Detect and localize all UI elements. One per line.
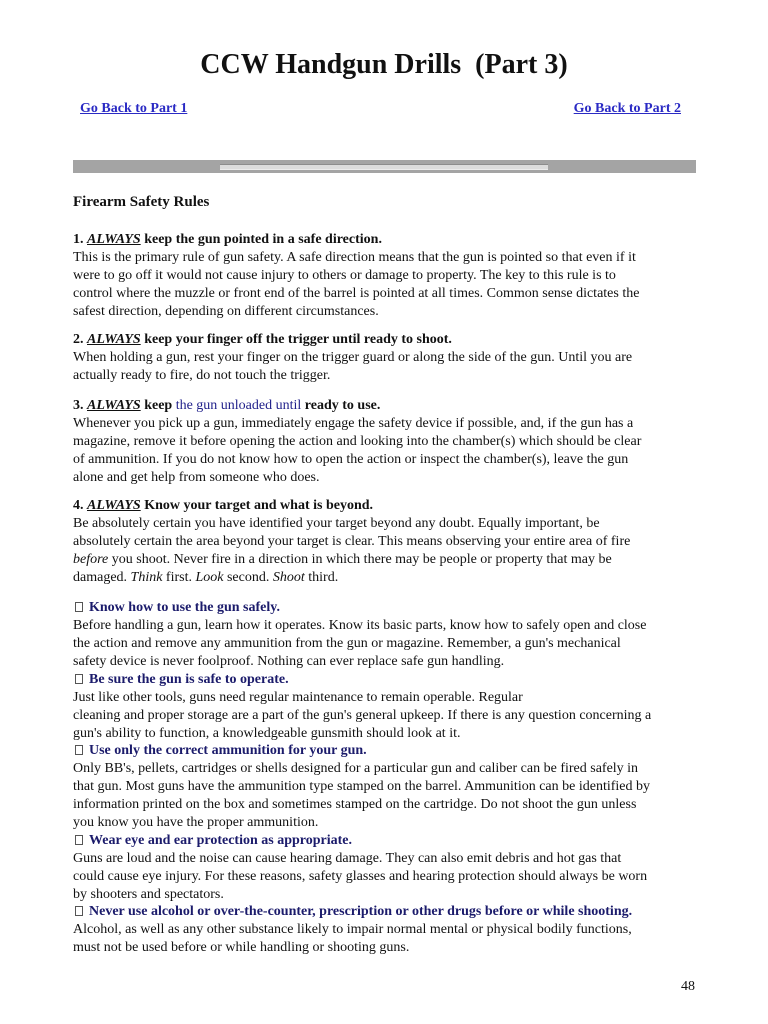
line-text: third.: [308, 570, 339, 585]
tip-5: [73, 903, 713, 957]
tip-1: [73, 599, 713, 671]
italic-word: Shoot: [272, 570, 305, 585]
go-back-part1-link[interactable]: Go Back to Part 1: [80, 101, 188, 116]
rule-number: 1.: [73, 232, 84, 247]
body-line: by shooters and spectators.: [73, 887, 224, 902]
body-line: could cause eye injury. For these reasons, safety glasses and hearing protection should always be worn: [73, 869, 648, 884]
rule-heading: [73, 331, 713, 349]
tip-heading: [73, 742, 713, 760]
tip-heading: [73, 599, 713, 617]
divider-inner-strip: [220, 164, 548, 170]
rule-heading-text: ready to use.: [304, 398, 381, 413]
body-line: [73, 551, 713, 569]
body-line: control where the muzzle or front end of the barrel is pointed at all times. Common sense dictates the: [73, 286, 640, 301]
body-line: cleaning and proper storage are a part of the gun's general upkeep. If there is any question concerning a: [73, 708, 652, 723]
rule-heading-text: keep the gun pointed in a safe direction.: [144, 232, 382, 247]
line-text: second.: [226, 570, 270, 585]
rule-heading: [73, 231, 713, 249]
body-line: safest direction, depending on different circumstances.: [73, 304, 379, 319]
rule-heading-text: Know your target and what is beyond.: [144, 498, 374, 513]
rule-heading-text: keep: [144, 398, 173, 413]
always-emphasis: ALWAYS: [87, 398, 141, 413]
rule-1: [73, 231, 713, 321]
always-emphasis: ALWAYS: [87, 332, 141, 347]
body-line: you know you have the proper ammunition.: [73, 815, 319, 830]
rule-number: 2.: [73, 332, 84, 347]
italic-word: Look: [195, 570, 224, 585]
always-emphasis: ALWAYS: [87, 498, 141, 513]
body-line: Be absolutely certain you have identified your target beyond any doubt. Equally important, be: [73, 516, 600, 531]
body-line: alone and get help from someone who does.: [73, 470, 320, 485]
rule-4: [73, 497, 713, 587]
body-line: magazine, remove it before opening the action and looking into the chamber(s) which should be clear: [73, 434, 642, 449]
rule-heading: [73, 497, 713, 515]
body-line: information printed on the box and sometimes stamped on the cartridge. Do not shoot the gun unless: [73, 797, 637, 812]
tip-heading-text: Never use alcohol or over-the-counter, prescription or other drugs before or while shooting.: [89, 904, 633, 919]
tip-heading-text: Wear eye and ear protection as appropriate.: [89, 833, 352, 848]
section-heading: Firearm Safety Rules: [73, 194, 210, 210]
rule-2: [73, 331, 713, 385]
box-bullet-icon: [75, 906, 83, 916]
line-text: you shoot. Never fire in a direction in which there may be people or property that may be: [111, 552, 612, 567]
rule-heading-highlight: the gun unloaded until: [175, 398, 302, 413]
box-bullet-icon: [75, 674, 83, 684]
box-bullet-icon: [75, 602, 83, 612]
tip-heading-text: Know how to use the gun safely.: [89, 600, 280, 615]
body-line: safety device is never foolproof. Nothing can ever replace safe gun handling.: [73, 654, 505, 669]
box-bullet-icon: [75, 835, 83, 845]
italic-word: Think: [130, 570, 163, 585]
body-line: Only BB's, pellets, cartridges or shells designed for a particular gun and caliber can be fired safely in: [73, 761, 639, 776]
tip-heading: [73, 671, 713, 689]
body-line: Alcohol, as well as any other substance likely to impair normal mental or physical bodily functions,: [73, 922, 632, 937]
body-line: [73, 569, 713, 587]
body-line: When holding a gun, rest your finger on the trigger guard or along the side of the gun. Until you are: [73, 350, 633, 365]
body-line: Whenever you pick up a gun, immediately engage the safety device if possible, and, if the gun has a: [73, 416, 634, 431]
tip-heading: [73, 832, 713, 850]
body-line: actually ready to fire, do not touch the trigger.: [73, 368, 331, 383]
body-line: the action and remove any ammunition from the gun or magazine. Remember, a gun's mechanical: [73, 636, 621, 651]
tip-3: [73, 742, 713, 832]
line-text: damaged.: [73, 570, 128, 585]
rule-heading: [73, 397, 713, 415]
tip-heading: [73, 903, 713, 921]
always-emphasis: ALWAYS: [87, 232, 141, 247]
body-line: that gun. Most guns have the ammunition type stamped on the barrel. Ammunition can be identified by: [73, 779, 651, 794]
rule-number: 4.: [73, 498, 84, 513]
body-line: This is the primary rule of gun safety. A safe direction means that the gun is pointed so that even if it: [73, 250, 636, 265]
body-line: gun's ability to function, a knowledgeable gunsmith should look at it.: [73, 726, 461, 741]
rule-3: [73, 397, 713, 487]
tip-heading-text: Use only the correct ammunition for your gun.: [89, 743, 367, 758]
body-line: absolutely certain the area beyond your target is clear. This means observing your entire area of fire: [73, 534, 631, 549]
rule-heading-text: keep your finger off the trigger until ready to shoot.: [144, 332, 452, 347]
body-line: Guns are loud and the noise can cause hearing damage. They can also emit debris and hot gas that: [73, 851, 622, 866]
body-line: Before handling a gun, learn how it operates. Know its basic parts, know how to safely open and close: [73, 618, 647, 633]
tip-4: [73, 832, 713, 904]
page-number: 48: [681, 979, 695, 994]
tip-2: [73, 671, 713, 743]
page-title: CCW Handgun Drills (Part 3): [200, 49, 568, 80]
body-line: Just like other tools, guns need regular maintenance to remain operable. Regular: [73, 690, 523, 705]
tip-heading-text: Be sure the gun is safe to operate.: [89, 672, 289, 687]
body-line: were to go off it would not cause injury to others or damage to property. The key to this rule is to: [73, 268, 616, 283]
rule-number: 3.: [73, 398, 84, 413]
horizontal-divider: [73, 160, 696, 173]
go-back-part2-link[interactable]: Go Back to Part 2: [573, 101, 681, 116]
box-bullet-icon: [75, 745, 83, 755]
body-line: must not be used before or while handling or shooting guns.: [73, 940, 410, 955]
line-text: first.: [165, 570, 192, 585]
italic-word: before: [73, 552, 109, 567]
body-line: of ammunition. If you do not know how to open the action or inspect the chamber(s), leave the gun: [73, 452, 629, 467]
